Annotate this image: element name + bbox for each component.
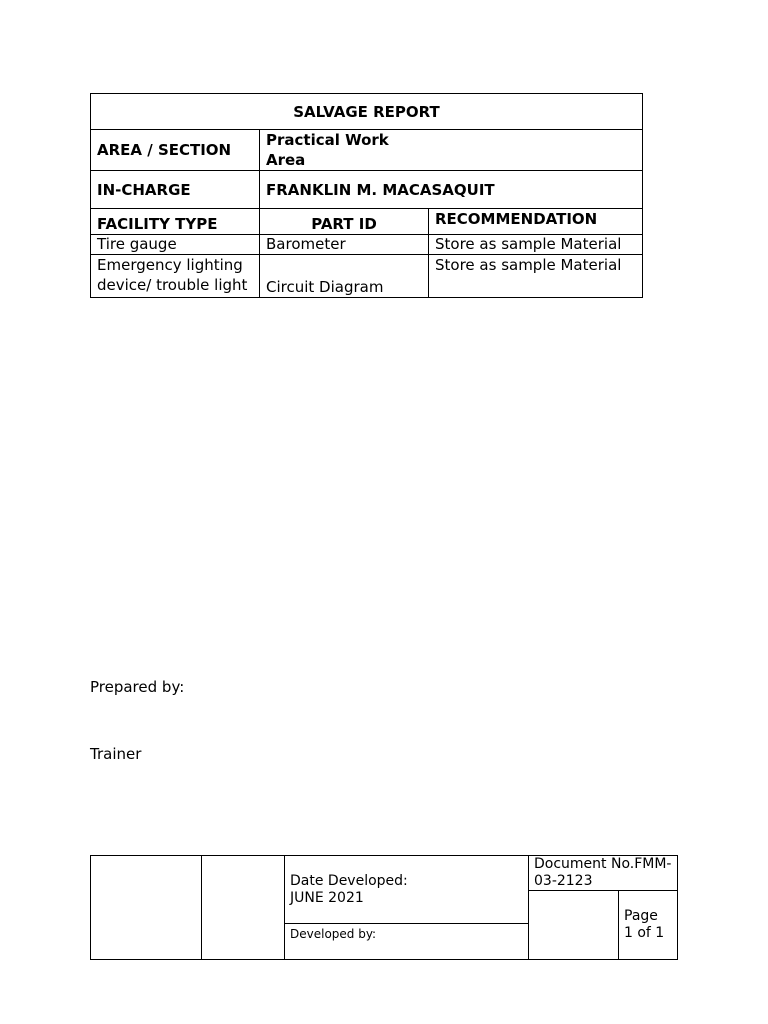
column-header-facility-type: FACILITY TYPE — [91, 209, 260, 235]
area-section-value — [260, 130, 643, 171]
salvage-report-table — [90, 93, 643, 298]
facility-cell: Tire gauge — [91, 235, 260, 255]
report-title: SALVAGE REPORT — [91, 94, 643, 130]
table-row — [91, 235, 643, 255]
area-value-line2: Area — [266, 151, 306, 169]
document-footer-table — [90, 855, 678, 960]
incharge-row — [91, 171, 643, 209]
trainer-label: Trainer — [90, 745, 142, 763]
recommendation-cell: Store as sample Material — [429, 255, 643, 298]
table-row — [91, 255, 643, 298]
part-id-cell: Barometer — [260, 235, 429, 255]
column-header-recommendation: RECOMMENDATION — [429, 209, 643, 235]
area-section-row — [91, 130, 643, 171]
date-developed-label: Date Developed: — [290, 873, 408, 889]
facility-line: device/ trouble light — [97, 276, 248, 294]
recommendation-cell: Store as sample Material — [429, 235, 643, 255]
page-number: 1 of 1 — [624, 925, 665, 941]
footer-divider — [528, 890, 678, 891]
footer-divider — [201, 856, 202, 959]
footer-divider — [528, 856, 529, 959]
facility-line: Emergency lighting — [97, 256, 243, 274]
incharge-label: IN-CHARGE — [91, 171, 260, 209]
footer-divider — [618, 890, 619, 959]
footer-divider — [284, 856, 285, 959]
page-label: Page — [624, 908, 658, 924]
column-header-row — [91, 209, 643, 235]
document-number-line1: Document No.FMM- — [534, 856, 672, 872]
prepared-by-label: Prepared by: — [90, 678, 185, 696]
document-number-line2: 03-2123 — [534, 873, 593, 889]
facility-cell — [91, 255, 260, 298]
part-id-cell: Circuit Diagram — [260, 255, 429, 298]
developed-by-label: Developed by: — [290, 927, 377, 941]
date-developed-value: JUNE 2021 — [290, 890, 364, 906]
column-header-part-id: PART ID — [260, 209, 429, 235]
incharge-value: FRANKLIN M. MACASAQUIT — [260, 171, 643, 209]
report-title-row — [91, 94, 643, 130]
footer-divider — [284, 923, 528, 924]
area-section-label: AREA / SECTION — [91, 130, 260, 171]
area-value-line1: Practical Work — [266, 131, 389, 149]
